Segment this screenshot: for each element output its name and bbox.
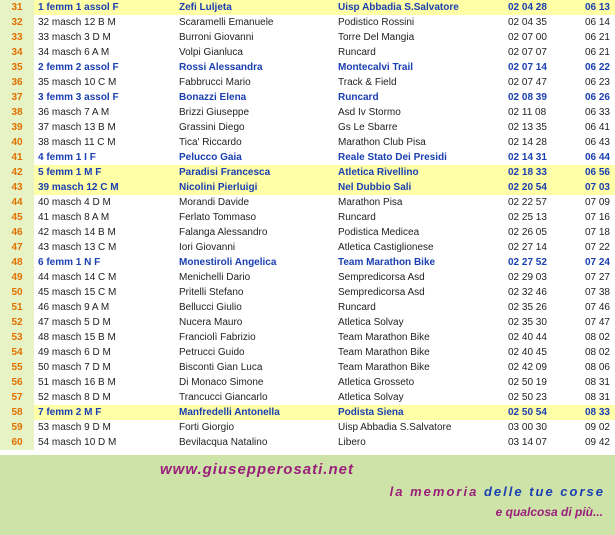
row-number: 49	[0, 270, 34, 285]
category-cell: 52 masch 8 D M	[38, 392, 111, 403]
athlete-name-cell: Nicolini Pierluigi	[179, 182, 258, 193]
pace-cell: 07 24	[584, 257, 610, 268]
category-cell: 5 femm 1 M F	[38, 167, 102, 178]
table-row	[0, 150, 615, 165]
category-cell: 40 masch 4 D M	[38, 197, 111, 208]
athlete-name-cell: Bevilacqua Natalino	[179, 437, 268, 448]
category-cell: 32 masch 12 B M	[38, 17, 116, 28]
category-cell: 38 masch 11 C M	[38, 137, 116, 148]
category-cell: 41 masch 8 A M	[38, 212, 110, 223]
athlete-name-cell: Menichelli Dario	[179, 272, 251, 283]
club-cell: Track & Field	[338, 77, 397, 88]
pace-cell: 08 33	[584, 407, 610, 418]
row-number: 46	[0, 225, 34, 240]
club-cell: Sempredicorsa Asd	[338, 272, 425, 283]
athlete-name-cell: Zefi Luljeta	[179, 2, 232, 13]
athlete-name-cell: Grassini Diego	[179, 122, 245, 133]
site-link[interactable]: www.giusepperosati.net	[160, 461, 354, 478]
time-cell: 02 04 35	[508, 17, 547, 28]
time-cell: 03 00 30	[508, 422, 547, 433]
category-cell: 45 masch 15 C M	[38, 287, 117, 298]
club-cell: Reale Stato Dei Presidi	[338, 152, 447, 163]
time-cell: 03 14 07	[508, 437, 547, 448]
pace-cell: 07 09	[584, 197, 610, 208]
club-cell: Team Marathon Bike	[338, 347, 430, 358]
category-cell: 33 masch 3 D M	[38, 32, 111, 43]
row-number: 39	[0, 120, 34, 135]
pace-cell: 07 16	[584, 212, 610, 223]
pace-cell: 08 02	[584, 332, 610, 343]
time-cell: 02 08 39	[508, 92, 547, 103]
pace-cell: 06 44	[584, 152, 610, 163]
row-number: 54	[0, 345, 34, 360]
category-cell: 42 masch 14 B M	[38, 227, 116, 238]
row-number: 43	[0, 180, 34, 195]
club-cell: Atletica Solvay	[338, 317, 404, 328]
row-number: 53	[0, 330, 34, 345]
tagline-part2: delle tue corse	[483, 484, 605, 499]
row-number: 58	[0, 405, 34, 420]
table-row	[0, 360, 615, 375]
pace-cell: 06 13	[584, 2, 610, 13]
athlete-name-cell: Falanga Alessandro	[179, 227, 268, 238]
pace-cell: 08 06	[584, 362, 610, 373]
club-cell: Podista Siena	[338, 407, 404, 418]
row-number: 45	[0, 210, 34, 225]
time-cell: 02 50 54	[508, 407, 547, 418]
row-number: 44	[0, 195, 34, 210]
pace-cell: 07 38	[584, 287, 610, 298]
category-cell: 1 femm 1 assol F	[38, 2, 119, 13]
time-cell: 02 35 26	[508, 302, 547, 313]
pace-cell: 06 23	[584, 77, 610, 88]
category-cell: 37 masch 13 B M	[38, 122, 116, 133]
club-cell: Nel Dubbio Sali	[338, 182, 412, 193]
tagline-secondary: e qualcosa di più...	[495, 505, 603, 519]
club-cell: Montecalvi Trail	[338, 62, 414, 73]
club-cell: Atletica Rivellino	[338, 167, 419, 178]
athlete-name-cell: Franciolì Fabrizio	[179, 332, 256, 343]
club-cell: Torre Del Mangia	[338, 32, 415, 43]
club-cell: Podistica Medicea	[338, 227, 420, 238]
pace-cell: 06 26	[584, 92, 610, 103]
table-row	[0, 285, 615, 300]
table-row	[0, 30, 615, 45]
row-number: 50	[0, 285, 34, 300]
athlete-name-cell: Brizzi Giuseppe	[179, 107, 250, 118]
pace-cell: 06 14	[584, 17, 610, 28]
category-cell: 3 femm 3 assol F	[38, 92, 119, 103]
athlete-name-cell: Trancucci Giancarlo	[179, 392, 268, 403]
club-cell: Uisp Abbadia S.Salvatore	[338, 2, 459, 13]
time-cell: 02 04 28	[508, 2, 547, 13]
category-cell: 44 masch 14 C M	[38, 272, 117, 283]
row-number: 48	[0, 255, 34, 270]
table-row	[0, 330, 615, 345]
table-row	[0, 135, 615, 150]
time-cell: 02 26 05	[508, 227, 547, 238]
pace-cell: 06 21	[584, 32, 610, 43]
category-cell: 54 masch 10 D M	[38, 437, 117, 448]
athlete-name-cell: Burroni Giovanni	[179, 32, 254, 43]
table-row	[0, 300, 615, 315]
category-cell: 36 masch 7 A M	[38, 107, 110, 118]
category-cell: 43 masch 13 C M	[38, 242, 117, 253]
time-cell: 02 14 28	[508, 137, 547, 148]
pace-cell: 08 31	[584, 377, 610, 388]
table-row	[0, 225, 615, 240]
club-cell: Team Marathon Bike	[338, 257, 436, 268]
pace-cell: 07 22	[584, 242, 610, 253]
club-cell: Gs Le Sbarre	[338, 122, 398, 133]
table-row	[0, 195, 615, 210]
time-cell: 02 40 45	[508, 347, 547, 358]
club-cell: Team Marathon Bike	[338, 362, 430, 373]
category-cell: 48 masch 15 B M	[38, 332, 116, 343]
table-row	[0, 180, 615, 195]
table-row	[0, 210, 615, 225]
athlete-name-cell: Bellucci Giulio	[179, 302, 242, 313]
pace-cell: 09 02	[584, 422, 610, 433]
athlete-name-cell: Petrucci Guido	[179, 347, 245, 358]
category-cell: 7 femm 2 M F	[38, 407, 102, 418]
table-row	[0, 105, 615, 120]
athlete-name-cell: Iori Giovanni	[179, 242, 236, 253]
category-cell: 6 femm 1 N F	[38, 257, 101, 268]
club-cell: Atletica Castiglionese	[338, 242, 434, 253]
row-number: 37	[0, 90, 34, 105]
row-number: 42	[0, 165, 34, 180]
athlete-name-cell: Volpi Gianluca	[179, 47, 243, 58]
pace-cell: 07 18	[584, 227, 610, 238]
athlete-name-cell: Pritelli Stefano	[179, 287, 244, 298]
time-cell: 02 20 54	[508, 182, 547, 193]
table-row	[0, 120, 615, 135]
category-cell: 51 masch 16 B M	[38, 377, 116, 388]
athlete-name-cell: Paradisi Francesca	[179, 167, 271, 178]
club-cell: Marathon Club Pisa	[338, 137, 426, 148]
club-cell: Atletica Grosseto	[338, 377, 415, 388]
table-row	[0, 0, 615, 15]
table-row	[0, 405, 615, 420]
row-number: 34	[0, 45, 34, 60]
table-row	[0, 420, 615, 435]
athlete-name-cell: Morandi Davide	[179, 197, 250, 208]
pace-cell: 07 27	[584, 272, 610, 283]
time-cell: 02 27 52	[508, 257, 547, 268]
category-cell: 4 femm 1 I F	[38, 152, 96, 163]
row-number: 41	[0, 150, 34, 165]
category-cell: 49 masch 6 D M	[38, 347, 111, 358]
table-row	[0, 315, 615, 330]
time-cell: 02 29 03	[508, 272, 547, 283]
category-cell: 34 masch 6 A M	[38, 47, 110, 58]
time-cell: 02 50 19	[508, 377, 547, 388]
time-cell: 02 32 46	[508, 287, 547, 298]
time-cell: 02 25 13	[508, 212, 547, 223]
category-cell: 35 masch 10 C M	[38, 77, 117, 88]
athlete-name-cell: Forti Giorgio	[179, 422, 235, 433]
row-number: 32	[0, 15, 34, 30]
category-cell: 2 femm 2 assol F	[38, 62, 119, 73]
pace-cell: 06 43	[584, 137, 610, 148]
pace-cell: 07 47	[584, 317, 610, 328]
athlete-name-cell: Monestiroli Angelica	[179, 257, 277, 268]
club-cell: Team Marathon Bike	[338, 332, 430, 343]
row-number: 36	[0, 75, 34, 90]
time-cell: 02 14 31	[508, 152, 547, 163]
row-number: 40	[0, 135, 34, 150]
athlete-name-cell: Scaramelli Emanuele	[179, 17, 274, 28]
club-cell: Atletica Solvay	[338, 392, 404, 403]
table-row	[0, 165, 615, 180]
pace-cell: 06 21	[584, 47, 610, 58]
athlete-name-cell: Bisconti Gian Luca	[179, 362, 263, 373]
row-number: 47	[0, 240, 34, 255]
row-number: 31	[0, 0, 34, 15]
time-cell: 02 35 30	[508, 317, 547, 328]
time-cell: 02 18 33	[508, 167, 547, 178]
pace-cell: 06 56	[584, 167, 610, 178]
table-row	[0, 75, 615, 90]
row-number: 51	[0, 300, 34, 315]
row-number: 33	[0, 30, 34, 45]
pace-cell: 07 46	[584, 302, 610, 313]
time-cell: 02 11 08	[508, 107, 547, 118]
pace-cell: 06 33	[584, 107, 610, 118]
table-row	[0, 60, 615, 75]
pace-cell: 07 03	[584, 182, 610, 193]
category-cell: 53 masch 9 D M	[38, 422, 111, 433]
club-cell: Runcard	[338, 212, 376, 223]
club-cell: Marathon Pisa	[338, 197, 403, 208]
club-cell: Runcard	[338, 92, 379, 103]
time-cell: 02 27 14	[508, 242, 547, 253]
row-number: 59	[0, 420, 34, 435]
time-cell: 02 07 07	[508, 47, 547, 58]
athlete-name-cell: Bonazzi Elena	[179, 92, 247, 103]
time-cell: 02 40 44	[508, 332, 547, 343]
time-cell: 02 13 35	[508, 122, 547, 133]
time-cell: 02 50 23	[508, 392, 547, 403]
category-cell: 46 masch 9 A M	[38, 302, 110, 313]
pace-cell: 06 41	[584, 122, 610, 133]
athlete-name-cell: Di Monaco Simone	[179, 377, 264, 388]
row-number: 35	[0, 60, 34, 75]
athlete-name-cell: Tica' Riccardo	[179, 137, 242, 148]
row-number: 60	[0, 435, 34, 450]
athlete-name-cell: Manfredelli Antonella	[179, 407, 280, 418]
row-number: 55	[0, 360, 34, 375]
club-cell: Runcard	[338, 302, 376, 313]
time-cell: 02 07 47	[508, 77, 547, 88]
tagline-part1: la memoria	[389, 484, 479, 499]
club-cell: Libero	[338, 437, 366, 448]
table-row	[0, 270, 615, 285]
table-row	[0, 90, 615, 105]
table-row	[0, 345, 615, 360]
club-cell: Uisp Abbadia S.Salvatore	[338, 422, 452, 433]
athlete-name-cell: Nucera Mauro	[179, 317, 243, 328]
athlete-name-cell: Pelucco Gaia	[179, 152, 242, 163]
table-row	[0, 390, 615, 405]
row-number: 38	[0, 105, 34, 120]
table-row	[0, 15, 615, 30]
club-cell: Asd Iv Stormo	[338, 107, 401, 118]
athlete-name-cell: Fabbrucci Mario	[179, 77, 251, 88]
category-cell: 50 masch 7 D M	[38, 362, 111, 373]
table-row	[0, 45, 615, 60]
time-cell: 02 42 09	[508, 362, 547, 373]
tagline	[390, 484, 605, 499]
athlete-name-cell: Rossi Alessandra	[179, 62, 263, 73]
table-row	[0, 375, 615, 390]
footer-banner	[0, 455, 615, 535]
pace-cell: 08 31	[584, 392, 610, 403]
club-cell: Runcard	[338, 47, 376, 58]
table-row	[0, 255, 615, 270]
category-cell: 47 masch 5 D M	[38, 317, 111, 328]
table-row	[0, 240, 615, 255]
pace-cell: 09 42	[584, 437, 610, 448]
club-cell: Podistico Rossini	[338, 17, 415, 28]
pace-cell: 08 02	[584, 347, 610, 358]
table-row	[0, 435, 615, 450]
row-number: 56	[0, 375, 34, 390]
category-cell: 39 masch 12 C M	[38, 182, 119, 193]
time-cell: 02 07 00	[508, 32, 547, 43]
pace-cell: 06 22	[584, 62, 610, 73]
club-cell: Sempredicorsa Asd	[338, 287, 425, 298]
time-cell: 02 22 57	[508, 197, 547, 208]
row-number: 52	[0, 315, 34, 330]
athlete-name-cell: Ferlato Tommaso	[179, 212, 257, 223]
row-number: 57	[0, 390, 34, 405]
time-cell: 02 07 14	[508, 62, 547, 73]
